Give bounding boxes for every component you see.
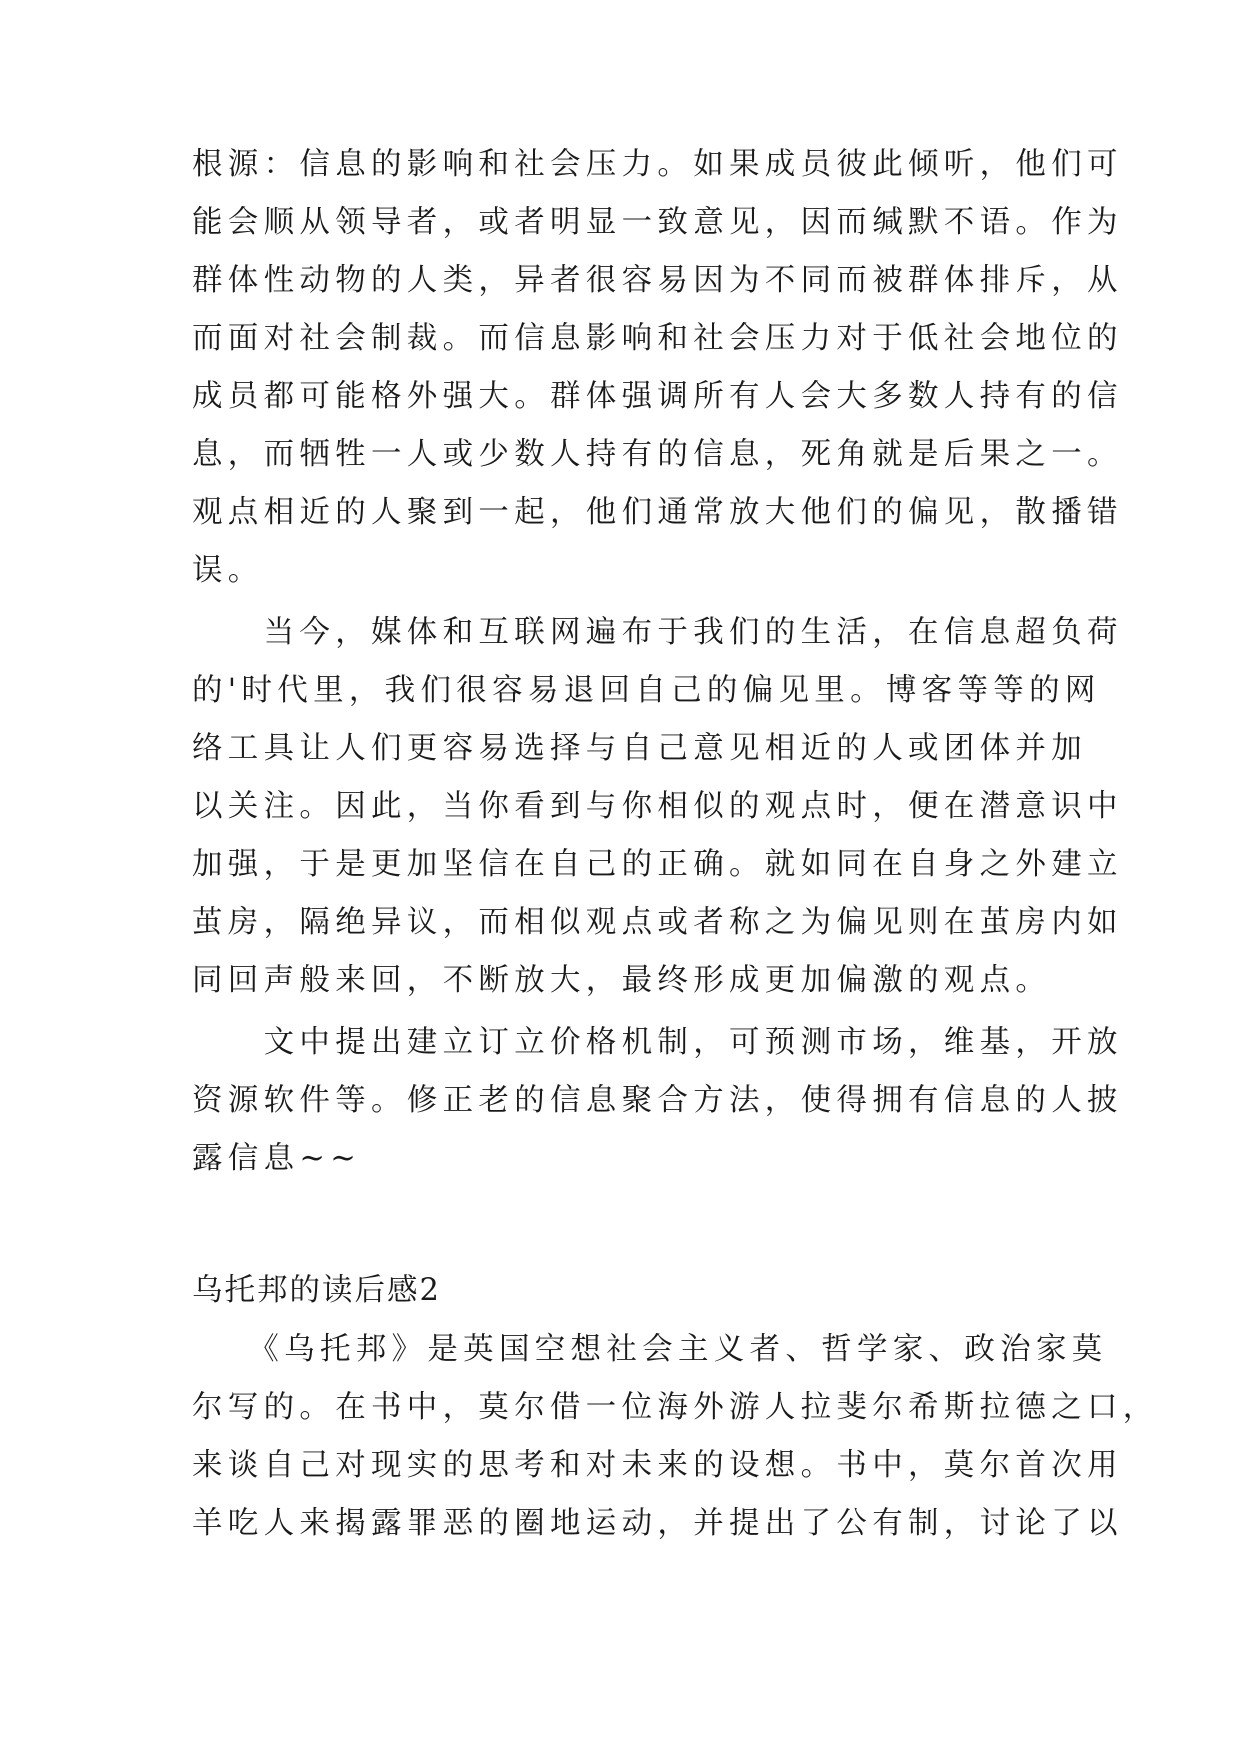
text-line: 以关注。因此，当你看到与你相似的观点时，便在潜意识中	[192, 789, 1123, 824]
text-line: 资源软件等。修正老的信息聚合方法，使得拥有信息的人披	[192, 1083, 1123, 1118]
text-line: 的'时代里，我们很容易退回自己的偏见里。博客等等的网	[192, 673, 1101, 708]
text-line: 茧房，隔绝异议，而相似观点或者称之为偏见则在茧房内如	[192, 905, 1123, 940]
text-line: 同回声般来回，不断放大，最终形成更加偏激的观点。	[192, 963, 1052, 998]
section-heading: 乌托邦的读后感2	[192, 1273, 441, 1308]
text-line: 《乌托邦》是英国空想社会主义者、哲学家、政治家莫	[192, 1332, 1108, 1367]
text-line: 尔写的。在书中，莫尔借一位海外游人拉斐尔希斯拉德之口，	[192, 1390, 1159, 1425]
text-line: 络工具让人们更容易选择与自己意见相近的人或团体并加	[192, 731, 1087, 766]
text-line: 观点相近的人聚到一起，他们通常放大他们的偏见，散播错	[192, 495, 1123, 530]
text-line: 羊吃人来揭露罪恶的圈地运动，并提出了公有制，讨论了以	[192, 1506, 1123, 1541]
text-line: 息，而牺牲一人或少数人持有的信息，死角就是后果之一。	[192, 437, 1123, 472]
text-line: 来谈自己对现实的思考和对未来的设想。书中，莫尔首次用	[192, 1448, 1123, 1483]
text-line: 成员都可能格外强大。群体强调所有人会大多数人持有的信	[192, 379, 1123, 414]
text-line: 根源：信息的影响和社会压力。如果成员彼此倾听，他们可	[192, 147, 1123, 182]
text-line: 能会顺从领导者，或者明显一致意见，因而缄默不语。作为	[192, 205, 1123, 240]
text-line: 群体性动物的人类，异者很容易因为不同而被群体排斥，从	[192, 263, 1123, 298]
text-line: 文中提出建立订立价格机制，可预测市场，维基，开放	[192, 1025, 1123, 1060]
text-line: 加强，于是更加坚信在自己的正确。就如同在自身之外建立	[192, 847, 1123, 882]
text-line: 误。	[192, 553, 264, 588]
text-line: 当今，媒体和互联网遍布于我们的生活，在信息超负荷	[192, 615, 1123, 650]
text-line: 而面对社会制裁。而信息影响和社会压力对于低社会地位的	[192, 321, 1123, 356]
text-line: 露信息~~	[192, 1141, 362, 1176]
